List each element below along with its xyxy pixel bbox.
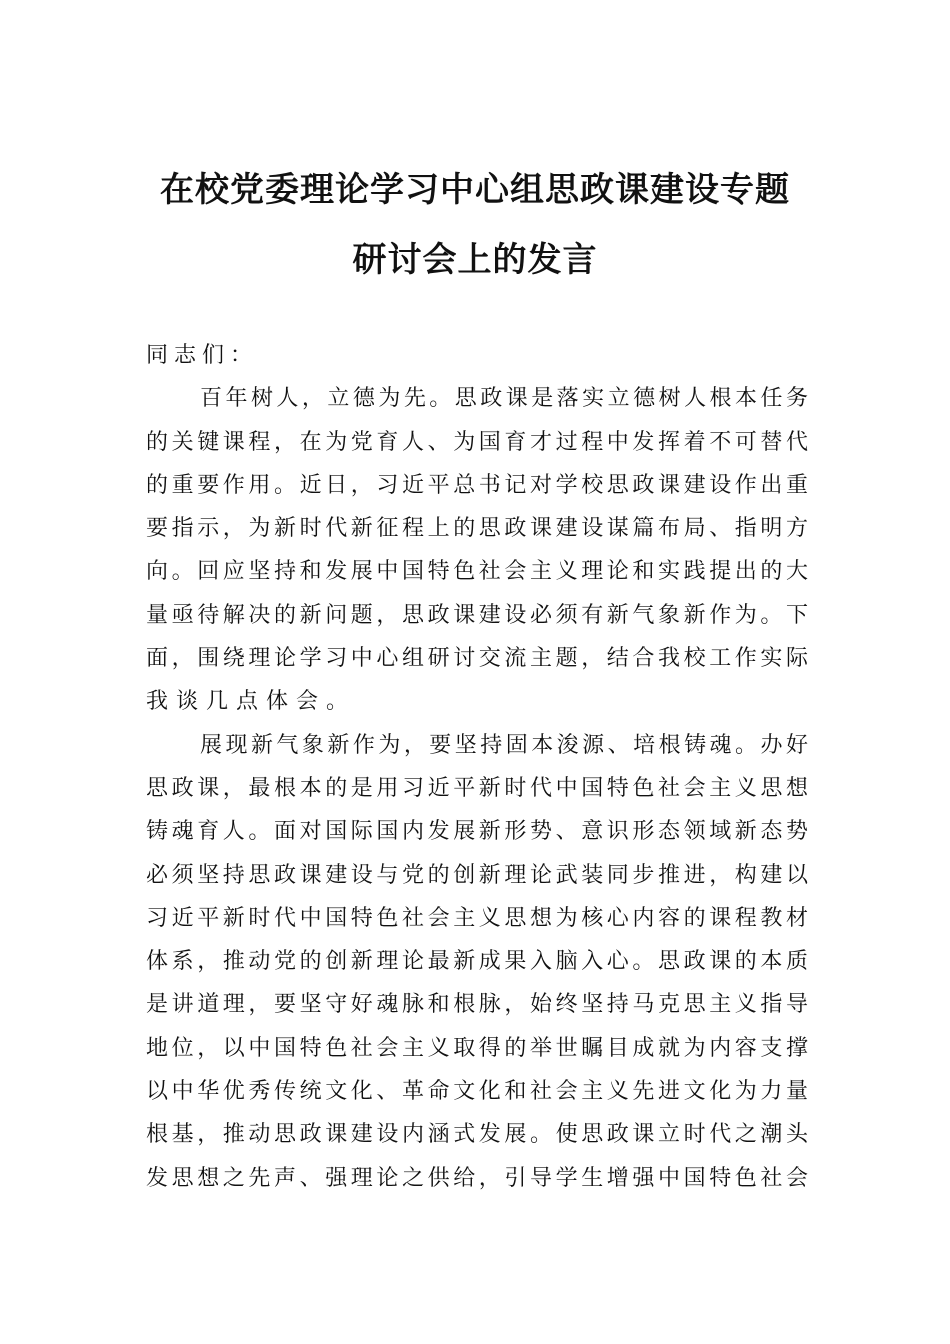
paragraph-line: 百年树人，立德为先。思政课是落实立德树人根本任务 <box>200 386 808 412</box>
paragraph-line: 发思想之先声、强理论之供给，引导学生增强中国特色社会 <box>146 1165 808 1191</box>
greeting: 同志们： <box>146 343 259 368</box>
paragraph-line: 展现新气象新作为，要坚持固本浚源、培根铸魂。办好 <box>200 732 808 758</box>
paragraph-line: 是讲道理，要坚守好魂脉和根脉，始终坚持马克思主义指导 <box>146 992 808 1018</box>
paragraph-line: 思政课，最根本的是用习近平新时代中国特色社会主义思想 <box>146 775 808 801</box>
paragraph-line: 面，围绕理论学习中心组研讨交流主题，结合我校工作实际 <box>146 646 808 672</box>
paragraph-line: 习近平新时代中国特色社会主义思想为核心内容的课程教材 <box>146 905 808 931</box>
paragraph-line: 以中华优秀传统文化、革命文化和社会主义先进文化为力量 <box>146 1079 808 1105</box>
paragraph-line: 要指示，为新时代新征程上的思政课建设谋篇布局、指明方 <box>146 516 808 542</box>
paragraph-line: 体系，推动党的创新理论最新成果入脑入心。思政课的本质 <box>146 949 808 975</box>
paragraph <box>146 377 808 723</box>
paragraph-line: 必须坚持思政课建设与党的创新理论武装同步推进，构建以 <box>146 862 808 888</box>
paragraphs <box>146 377 808 1200</box>
paragraph <box>146 724 808 1200</box>
paragraph-line: 的关键课程，在为党育人、为国育才过程中发挥着不可替代 <box>146 429 808 455</box>
paragraph-line: 根基，推动思政课建设内涵式发展。使思政课立时代之潮头 <box>146 1122 808 1148</box>
document-title-line-1: 在校党委理论学习中心组思政课建设专题 <box>160 170 790 210</box>
paragraph-line: 我谈几点体会。 <box>146 689 357 715</box>
paragraph-line: 地位，以中国特色社会主义取得的举世瞩目成就为内容支撑 <box>146 1035 808 1061</box>
paragraph-line: 铸魂育人。面对国际国内发展新形势、意识形态领域新态势 <box>146 819 808 845</box>
paragraph-line: 的重要作用。近日，习近平总书记对学校思政课建设作出重 <box>146 472 808 498</box>
paragraph-line: 量亟待解决的新问题，思政课建设必须有新气象新作为。下 <box>146 602 808 628</box>
document-title-line-2: 研讨会上的发言 <box>352 240 598 280</box>
document-body <box>146 334 808 1200</box>
paragraph-line: 向。回应坚持和发展中国特色社会主义理论和实践提出的大 <box>146 559 808 585</box>
